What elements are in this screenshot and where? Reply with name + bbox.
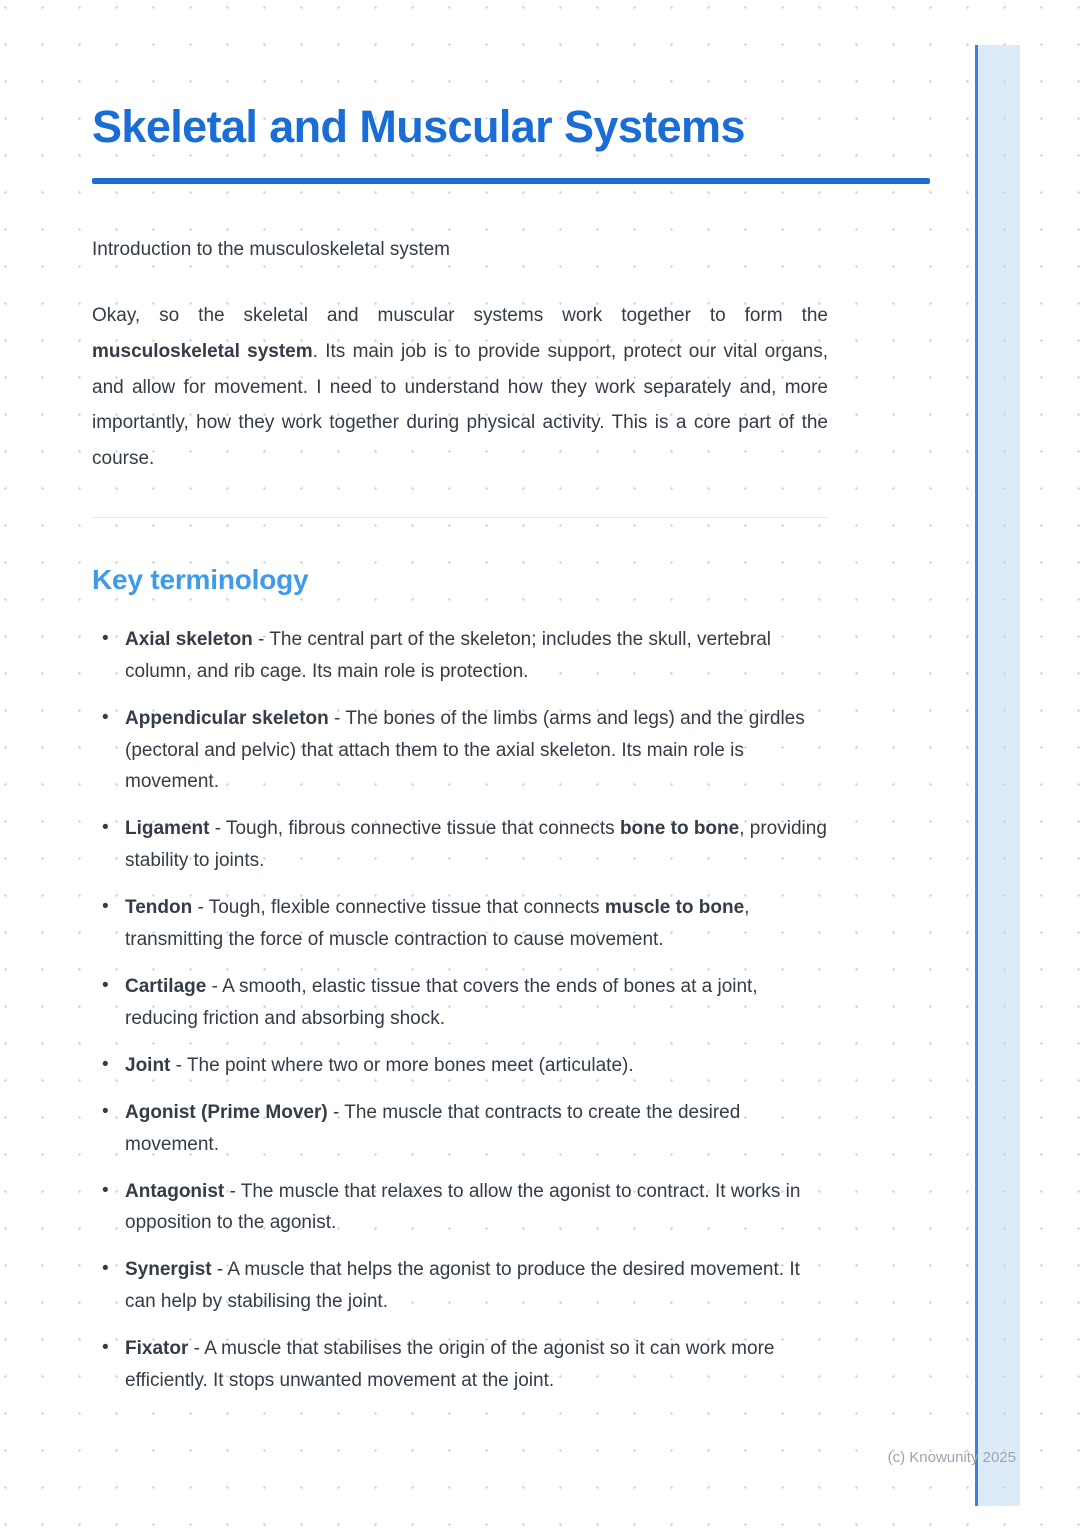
terminology-list xyxy=(92,624,828,1397)
bold-text: Agonist (Prime Mover) xyxy=(125,1101,328,1123)
term-item xyxy=(92,1254,828,1318)
term-item xyxy=(92,892,828,956)
bold-text: bone to bone xyxy=(619,818,740,840)
bold-text: Cartilage xyxy=(125,976,207,997)
text: - A muscle that helps the agonist to produce the desired movement. It can help by stabilising the joint. xyxy=(125,1259,800,1313)
text: - The central part of the skeleton; includes the skull, vertebral column, and rib cage. Its main role is protection. xyxy=(125,628,771,682)
title-divider xyxy=(92,178,930,184)
page-edge-line xyxy=(975,45,978,1506)
bold-text: Fixator xyxy=(125,1338,189,1360)
text: , transmitting the force of muscle contraction to cause movement. xyxy=(125,897,750,951)
bold-text: Ligament xyxy=(125,818,210,840)
text: - The muscle that relaxes to allow the agonist to contract. It works in opposition to the agonist. xyxy=(125,1180,801,1234)
text: Okay, so the skeletal and muscular systems work together to form the xyxy=(92,305,828,327)
text: - The muscle that contracts to create the desired movement. xyxy=(125,1101,741,1155)
text: - Tough, fibrous connective tissue that connects xyxy=(209,818,620,840)
term-item xyxy=(92,703,828,799)
bold-text: Synergist xyxy=(125,1259,212,1281)
bold-text: muscle to bone xyxy=(604,897,745,919)
bold-text: Antagonist xyxy=(125,1180,225,1202)
content-area xyxy=(92,92,828,1412)
text: - The point where two or more bones meet (articulate). xyxy=(170,1054,634,1076)
bold-text: Tendon xyxy=(125,897,193,919)
text: , providing stability to joints. xyxy=(125,818,827,872)
page-title: Skeletal and Muscular Systems xyxy=(92,101,745,152)
term-item xyxy=(92,1097,828,1161)
term-item xyxy=(92,624,828,688)
intro-paragraph xyxy=(92,298,828,477)
term-item xyxy=(92,1176,828,1240)
section-divider xyxy=(92,517,828,518)
text: - A smooth, elastic tissue that covers the ends of bones at a joint, reducing friction and absorbing shock. xyxy=(125,976,758,1029)
text: . Its main job is to provide support, protect our vital organs, and allow for movement. I need to understand how they work separately and, more importantly, how they work together during physical activity. This is a core part of the course. xyxy=(92,340,828,470)
bold-text: Joint xyxy=(125,1054,171,1076)
term-item xyxy=(92,1050,828,1082)
intro-label: Introduction to the musculoskeletal system xyxy=(92,238,451,260)
term-item xyxy=(92,971,828,1035)
copyright-footer: (c) Knowunity 2025 xyxy=(887,1449,1016,1466)
page-edge-band xyxy=(978,45,1020,1506)
bold-text: Appendicular skeleton xyxy=(125,707,329,729)
text: - The bones of the limbs (arms and legs) and the girdles (pectoral and pelvic) that attach them to the axial skeleton. Its main role is movement. xyxy=(125,707,805,793)
term-item xyxy=(92,813,828,877)
bold-text: musculoskeletal system xyxy=(92,340,313,362)
bold-text: Axial skeleton xyxy=(125,628,253,650)
text: - Tough, flexible connective tissue that connects xyxy=(192,897,605,919)
text: - A muscle that stabilises the origin of the agonist so it can work more efficiently. It stops unwanted movement at the joint. xyxy=(125,1338,775,1392)
section-heading: Key terminology xyxy=(92,563,309,595)
term-item xyxy=(92,1333,828,1397)
